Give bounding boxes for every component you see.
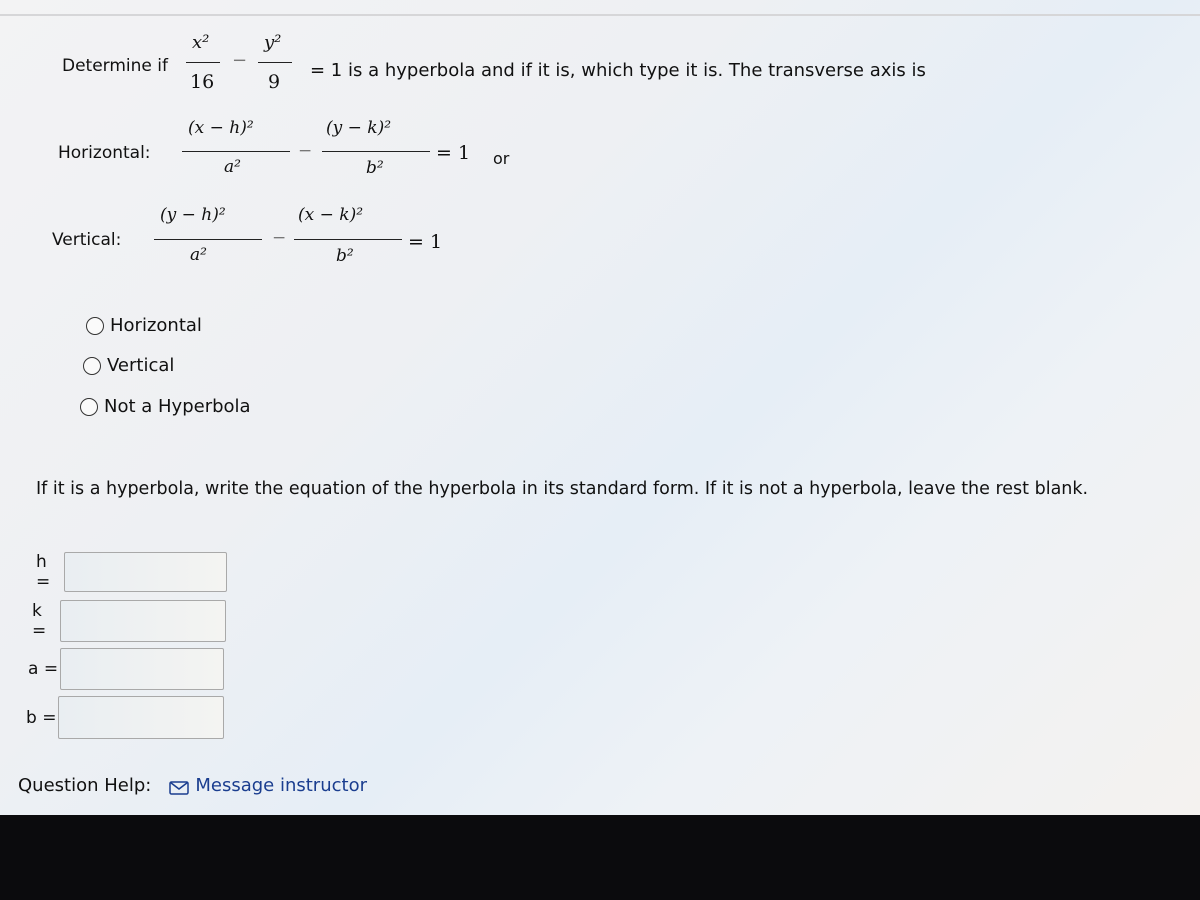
question-suffix: = 1 is a hyperbola and if it is, which type it is. The transverse axis is	[310, 60, 926, 81]
vertical-label: Vertical:	[52, 230, 122, 250]
horizontal-rhs: = 1	[436, 142, 471, 164]
h-field-row	[36, 552, 227, 592]
vertical-rhs: = 1	[408, 231, 443, 253]
vertical-fraction-bar-2	[294, 239, 402, 240]
horizontal-denominator-2: b²	[366, 158, 384, 178]
a-field-row	[28, 648, 224, 690]
horizontal-label: Horizontal:	[58, 143, 151, 163]
a-input[interactable]	[60, 648, 224, 690]
radio-circle-icon[interactable]	[86, 317, 104, 335]
eq-y-numerator: y²	[264, 32, 282, 53]
vertical-denominator-2: b²	[336, 246, 354, 266]
eq-minus: −	[232, 50, 248, 71]
eq-x-denominator: 16	[190, 71, 215, 93]
vertical-numerator-1: (y − h)²	[160, 205, 226, 225]
vertical-minus: −	[272, 228, 287, 248]
mail-icon[interactable]	[169, 779, 189, 793]
a-label: a =	[28, 659, 59, 679]
horizontal-fraction-bar-1	[182, 151, 290, 152]
option-not-hyperbola[interactable]	[80, 396, 251, 417]
k-label: k =	[32, 601, 47, 641]
eq-y-fraction-bar	[258, 62, 292, 63]
horizontal-minus: −	[298, 141, 313, 161]
radio-circle-icon[interactable]	[80, 398, 98, 416]
h-input[interactable]	[64, 552, 227, 592]
vertical-fraction-bar-1	[154, 239, 262, 240]
horizontal-or: or	[493, 149, 510, 168]
question-help	[18, 775, 367, 796]
instructions-text: If it is a hyperbola, write the equation of the hyperbola in its standard form. If it is not a hyperbola, leave the rest blank.	[36, 479, 1089, 499]
radio-circle-icon[interactable]	[83, 357, 101, 375]
b-input[interactable]	[58, 696, 224, 739]
option-not-hyperbola-label: Not a Hyperbola	[104, 396, 251, 417]
k-field-row	[32, 600, 226, 642]
option-horizontal[interactable]	[86, 315, 202, 336]
horizontal-denominator-1: a²	[224, 157, 241, 177]
eq-y-denominator: 9	[268, 71, 281, 93]
eq-x-fraction-bar	[186, 62, 220, 63]
b-label: b =	[26, 707, 57, 728]
vertical-denominator-1: a²	[190, 245, 207, 265]
b-field-row	[26, 696, 224, 739]
eq-x-numerator: x²	[192, 32, 210, 53]
horizontal-numerator-1: (x − h)²	[188, 118, 254, 138]
option-vertical-label: Vertical	[107, 355, 175, 376]
vertical-numerator-2: (x − k)²	[298, 205, 364, 225]
message-instructor-link[interactable]: Message instructor	[195, 775, 367, 796]
top-divider	[0, 14, 1200, 16]
screen-bezel	[0, 815, 1200, 900]
option-vertical[interactable]	[83, 355, 174, 376]
option-horizontal-label: Horizontal	[110, 315, 202, 336]
horizontal-numerator-2: (y − k)²	[326, 118, 392, 138]
k-input[interactable]	[60, 600, 226, 642]
horizontal-fraction-bar-2	[322, 151, 430, 152]
question-help-label: Question Help:	[18, 775, 152, 796]
h-label: h =	[36, 552, 51, 592]
question-prefix: Determine if	[62, 56, 168, 76]
